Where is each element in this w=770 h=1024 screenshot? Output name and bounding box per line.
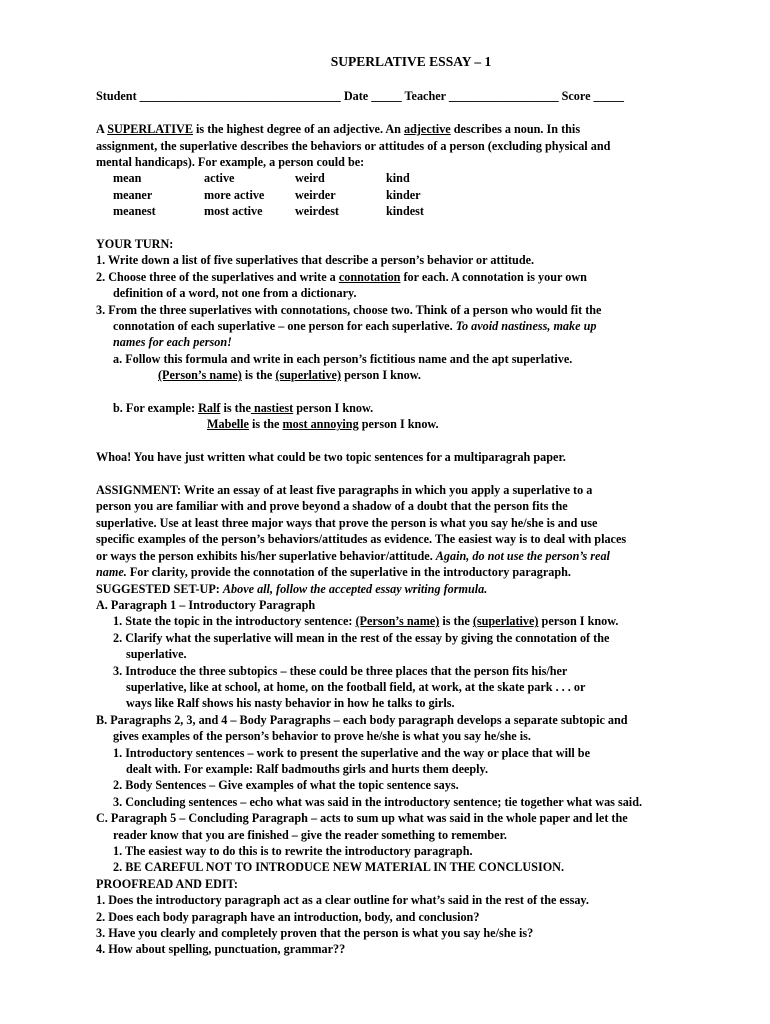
assignment-text: person you are familiar with and prove beyond a shadow of a doubt that the person fits the [96,499,568,514]
assignment-italic-text: name. [96,565,127,580]
question-text: 4. How about spelling, punctuation, grammar?? [96,942,346,957]
step-text: for each. A connotation is your own [400,269,587,284]
example-text: is the [248,417,283,432]
item-text: gives examples of the person’s behavior to prove he/she is what you say he/she is. [113,729,531,744]
intro-text: describes a noun. In this [450,122,581,137]
formula-name: (Person’s name) [355,614,440,629]
example-superlative: most annoying [282,417,359,432]
word-cell: active [204,171,235,186]
word-cell: weirdest [295,204,339,219]
word-cell: more active [204,187,265,202]
question-text: 1. Does the introductory paragraph act as a clear outline for what’s said in the rest of the essay. [96,893,589,908]
question-text: 2. Does each body paragraph have an introduction, body, and conclusion? [96,909,480,924]
assignment-section [96,482,726,597]
page-title: SUPERLATIVE ESSAY – 1 [330,54,492,69]
word-cell: kindest [386,204,424,219]
word-row [113,203,477,219]
connotation-term: connotation [338,269,401,284]
item-text: 2. Clarify what the superlative will mean in the rest of the essay by giving the connotation of the [113,630,610,645]
setup-italic-text: Above all, follow the accepted essay writing formula. [222,581,488,596]
item-text: 3. Concluding sentences – echo what was said in the introductory sentence; tie together what was said. [113,794,643,809]
question-text: 3. Have you clearly and completely proven that the person is what you say he/she is? [96,926,534,941]
intro-text: assignment, the superlative describes the behaviors or attitudes of a person (excluding physical and [96,138,611,153]
formula-superlative: (superlative) [472,614,539,629]
example-word-table [113,170,477,219]
step-text: 1. Write down a list of five superlatives that describe a person’s behavior or attitude. [96,253,535,268]
formula-name: (Person’s name) [158,368,242,383]
item-text: 1. The easiest way to do this is to rewrite the introductory paragraph. [113,844,473,859]
step-text: definition of a word, not one from a dictionary. [113,286,357,301]
item-text: person I know. [538,614,619,629]
formula-text: is the [241,368,276,383]
item-text: is the [439,614,473,629]
item-text: 2. Body Sentences – Give examples of what the topic sentence says. [113,778,459,793]
word-row [113,170,477,186]
section-heading: YOUR TURN: [96,237,174,252]
adjective-term: adjective [404,122,451,137]
word-cell: meaner [113,187,153,202]
step-italic-text: names for each person! [113,335,232,350]
intro-text: mental handicaps). For example, a person could be: [96,155,365,170]
item-text: dealt with. For example: Ralf badmouths girls and hurts them deeply. [126,761,489,776]
example-text: person I know. [358,417,439,432]
paragraph-heading: B. Paragraphs 2, 3, and 4 – Body Paragraphs – each body paragraph develops a separate subtopic and [96,712,628,727]
intro-paragraph [96,121,726,170]
item-text: 1. State the topic in the introductory sentence: [113,614,356,629]
word-cell: mean [113,171,142,186]
item-text: 1. Introductory sentences – work to present the superlative and the way or place that will be [113,745,590,760]
item-text: superlative, like at school, at home, on the football field, at work, at the skate park . . . or [126,679,586,694]
step-text: connotation of each superlative – one person for each superlative. [113,319,456,334]
step-italic-text: To avoid nastiness, make up [455,319,597,334]
intro-text: is the highest degree of an adjective. An [192,122,404,137]
assignment-italic-text: Again, do not use the person’s real [435,548,610,563]
item-text: reader know that you are finished – give the reader something to remember. [113,827,507,842]
step-text: 2. Choose three of the superlatives and write a [96,269,339,284]
example-superlative: nastiest [250,401,294,416]
superlative-term: SUPERLATIVE [107,122,193,137]
word-cell: weird [295,171,325,186]
your-turn-section [96,236,726,433]
item-text: 2. BE CAREFUL NOT TO INTRODUCE NEW MATERIAL IN THE CONCLUSION. [113,860,565,875]
word-cell: most active [204,204,263,219]
paragraph-b-section [96,712,726,810]
proofread-section [96,876,726,958]
example-text: is the [220,401,251,416]
paragraph-a-section [96,597,726,712]
word-cell: meanest [113,204,156,219]
whoa-text: Whoa! You have just written what could be two topic sentences for a multiparagrah paper. [96,450,566,465]
step-text: 3. From the three superlatives with connotations, choose two. Think of a person who would fit the [96,302,602,317]
section-heading: PROOFREAD AND EDIT: [96,876,238,891]
assignment-text: or ways the person exhibits his/her superlative behavior/attitude. [96,548,436,563]
assignment-text: For clarity, provide the connotation of the superlative in the introductory paragraph. [126,565,571,580]
step-text: b. For example: [113,401,199,416]
assignment-text: specific examples of the person’s behaviors/attitudes as evidence. The easiest way is to deal with places [96,532,627,547]
assignment-text: ASSIGNMENT: Write an essay of at least five paragraphs in which you apply a superlative to a [96,483,593,498]
worksheet-page [96,54,726,958]
example-name: Ralf [198,401,221,416]
paragraph-heading: C. Paragraph 5 – Concluding Paragraph – acts to sum up what was said in the whole paper and let the [96,811,628,826]
paragraph-heading: A. Paragraph 1 – Introductory Paragraph [96,597,316,612]
word-row [113,187,477,203]
item-text: superlative. [126,647,187,662]
formula-superlative: (superlative) [275,368,342,383]
item-text: ways like Ralf shows his nasty behavior in how he talks to girls. [126,696,455,711]
word-cell: kinder [386,187,421,202]
paragraph-c-section [96,810,726,876]
setup-heading: SUGGESTED SET-UP: [96,581,223,596]
example-text: person I know. [293,401,374,416]
student-info-line: Student _________________________________ Date _____ Teacher __________________ Score _____ [96,89,625,104]
word-cell: kind [386,171,410,186]
intro-text: A [96,122,108,137]
formula-text: person I know. [341,368,421,383]
example-name: Mabelle [207,417,249,432]
assignment-text: superlative. Use at least three major ways that prove the person is what you say he/she is and use [96,515,598,530]
item-text: 3. Introduce the three subtopics – these could be three places that the person fits his/her [113,663,568,678]
step-text: a. Follow this formula and write in each person’s fictitious name and the apt superlative. [113,351,573,366]
word-cell: weirder [295,187,336,202]
